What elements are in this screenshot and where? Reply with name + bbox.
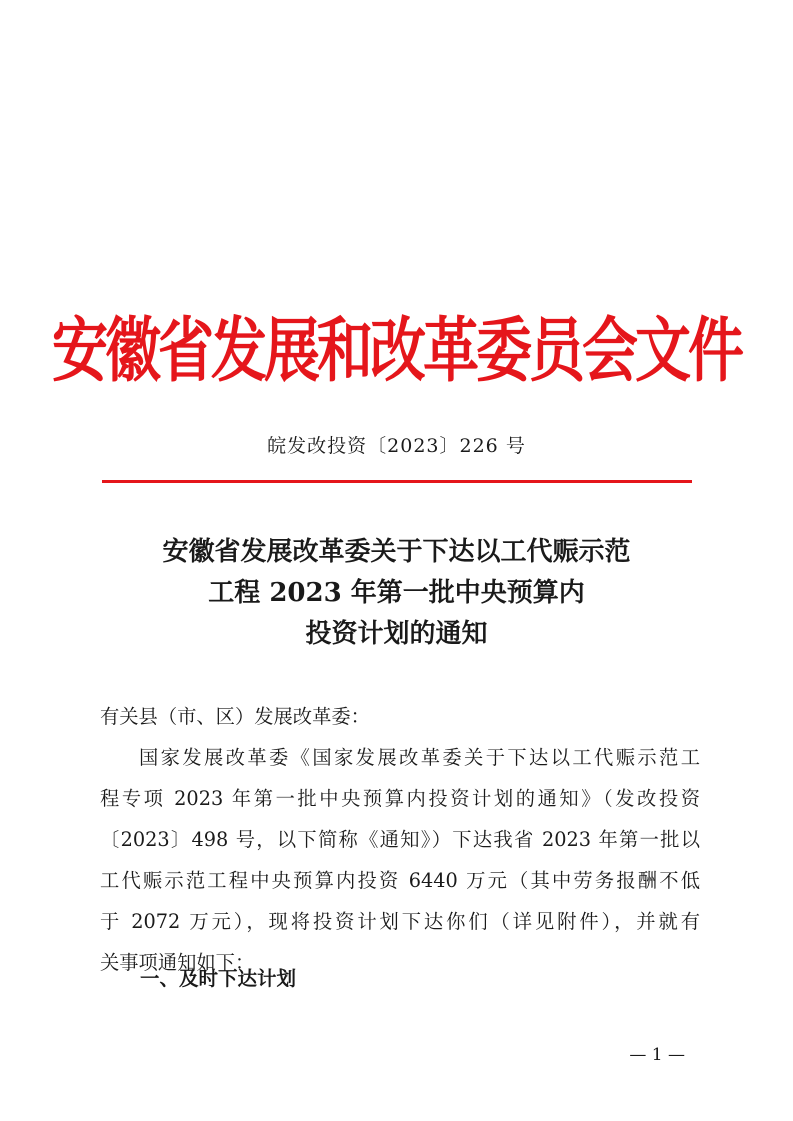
paragraph-line: 工代赈示范工程中央预算内投资 6440 万元（其中劳务报酬不低 (100, 869, 700, 892)
title-line-1: 安徽省发展改革委关于下达以工代赈示范 (162, 537, 631, 567)
section-heading: 一、及时下达计划 (140, 967, 297, 990)
paragraph-line: 国家发展改革委《国家发展改革委关于下达以工代赈示范工 (139, 746, 700, 769)
title-line-3: 投资计划的通知 (305, 619, 488, 649)
red-divider-rule (102, 480, 692, 483)
paragraph-line: 关事项通知如下： (100, 951, 255, 974)
body-paragraph-1 (100, 737, 700, 983)
paragraph-line: 〔2023〕498 号，以下简称《通知》）下达我省 2023 年第一批以 (100, 828, 700, 851)
salutation: 有关县（市、区）发展改革委： (100, 705, 370, 728)
page-number: — 1 — (629, 1045, 685, 1065)
document-number: 皖发改投资〔2023〕226 号 (267, 435, 526, 457)
document-title (0, 532, 793, 655)
issuer-masthead: 安徽省发展和改革委员会文件 (52, 310, 741, 392)
title-line-2: 工程 2023 年第一批中央预算内 (208, 578, 585, 608)
paragraph-line: 程专项 2023 年第一批中央预算内投资计划的通知》（发改投资 (100, 787, 700, 810)
paragraph-line: 于 2072 万元），现将投资计划下达你们（详见附件），并就有 (100, 910, 700, 933)
